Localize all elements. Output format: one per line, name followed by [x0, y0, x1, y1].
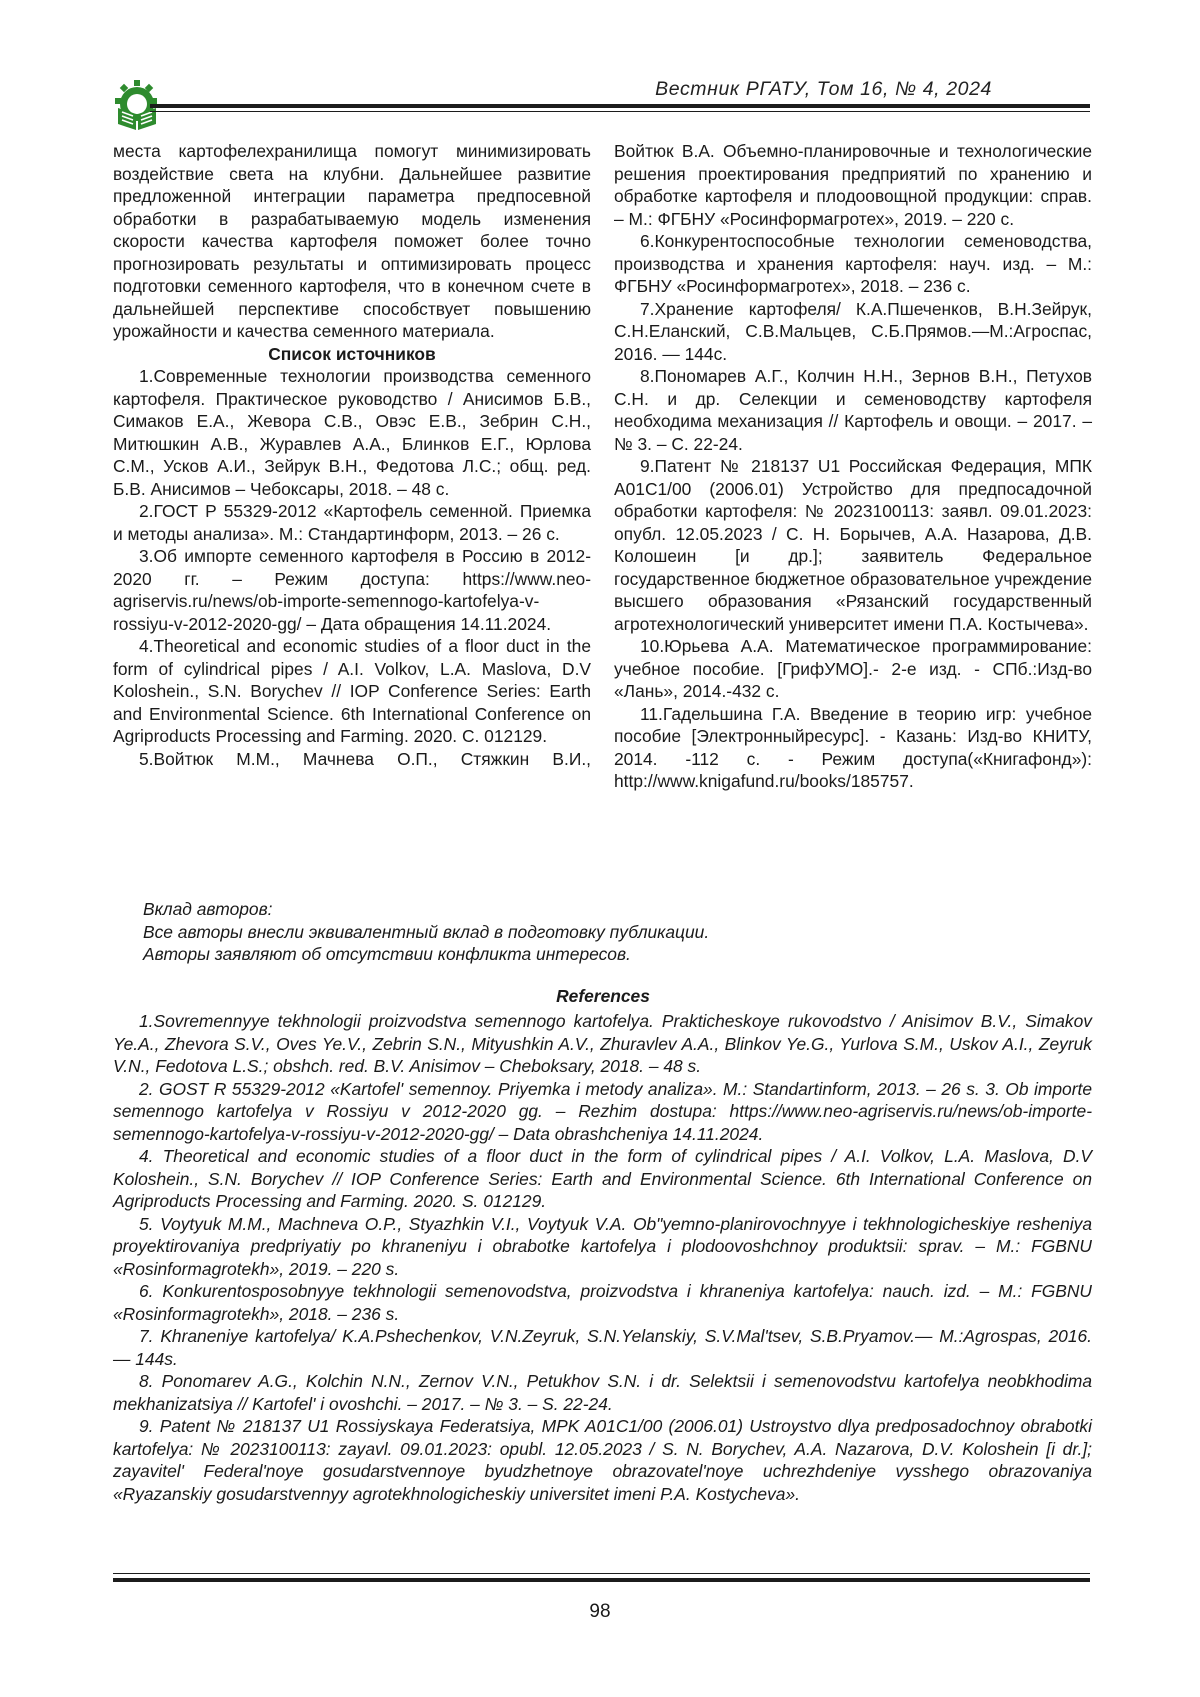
source-item-11: 11.Гадельшина Г.А. Введение в теорию игр: учебное пособие [Электронныйресурс]. - Казань: Изд-во КНИТУ, 2014. -112 с. - Режим доступа(«Книгафонд»): http://www.knigafund.ru/books/185757. [614, 703, 1092, 791]
source-item-9: 9.Патент № 218137 U1 Российская Федерация, МПК A01C1/00 (2006.01) Устройство для предпосадочной обработки картофеля: № 2023100113: заявл. 09.01.2023: опубл. 12.05.2023 / С. Н. Борычев, А.А. Назарова, Д.В. Колошеин [и др.]; заявитель Федеральное государственное бюджетное образовательное учреждение высшего образования «Рязанский государственный агротехнологический университет имени П.А. Костычева». [614, 456, 1092, 634]
source-item-6: 6.Конкурентоспособные технологии семеноводства, производства и хранения картофеля: науч. изд. – М.: ФГБНУ «Росинформагротех», 2018. – 236 с. [614, 231, 1092, 296]
footer-rule-thin [113, 1573, 1090, 1574]
right-column [614, 140, 1092, 793]
reference-item-2: 2. GOST R 55329-2012 «Kartofel' semennoy. Priyemka i metody analiza». M.: Standartinform, 2013. – 26 s. 3. Ob importe semennogo kartofelya v Rossiyu v 2012-2020 gg. – Rezhim dostupa: https://www.neo-agriservis.ru/news/ob-importe-semennogo-kartofelya-v-rossiyu-v-2012-2020-gg/ – Data obrashcheniya 14.11.2024. [113, 1078, 1092, 1144]
source-item-1: 1.Современные технологии производства семенного картофеля. Практическое руководство / Анисимов Б.В., Симаков Е.А., Жевора С.В., Овэс Е.В., Зебрин С.Н., Митюшкин А.В., Журавлев А.А., Блинков Е.Г., Юрлова С.М., Усков А.И., Зейрук В.Н., Федотова Л.С.; общ. ред. Б.В. Анисимов – Чебоксары, 2018. – 48 с. [113, 366, 591, 499]
reference-item-5: 5. Voytyuk M.M., Machneva O.P., Styazhkin V.I., Voytyuk V.A. Ob"yemno-planirovochnyye i tekhnologicheskiye resheniya proyektirovaniya predpriyatiy po khraneniyu i obrabotke kartofelya i plodoovoshchnoy produktsii: sprav. – M.: FGBNU «Rosinformagrotekh», 2019. – 220 s. [113, 1213, 1092, 1279]
author-contribution [143, 898, 1043, 966]
intro-paragraph: места картофелехранилища помогут минимизировать воздействие света на клубни. Дальнейшее развитие предложенной интеграции параметра предпосевной обработки в разрабатываемую модель изменения скорости качества картофеля поможет более точно прогнозировать результаты и оптимизировать процесс подготовки семенного картофеля, что в конечном счете в дальнейшей перспективе способствует повышению урожайности и качества семенного материала. [113, 141, 591, 341]
page-number: 98 [589, 1601, 611, 1622]
source-item-4: 4.Theoretical and economic studies of a floor duct in the form of cylindrical pipes / A.I. Volkov, L.A. Maslova, D.V Koloshein., S.N. Borychev // IOP Conference Series: Earth and Environmental Science. 6th International Conference on Agriproducts Processing and Farming. 2020. С. 012129. [113, 636, 591, 746]
left-column [113, 140, 591, 770]
source-item-3: 3.Об импорте семенного картофеля в Россию в 2012-2020 гг. – Режим доступа: https://www.neo-agriservis.ru/news/ob-importe-semennogo-kartofelya-v-rossiyu-v-2012-2020-gg/ – Дата обращения 14.11.2024. [113, 546, 591, 634]
source-item-2: 2.ГОСТ Р 55329-2012 «Картофель семенной. Приемка и методы анализа». М.: Стандартинформ, 2013. – 26 с. [113, 501, 591, 544]
reference-item-8: 8. Ponomarev A.G., Kolchin N.N., Zernov V.N., Petukhov S.N. i dr. Selektsii i semenovodstvu kartofelya neobkhodima mekhanizatsiya // Kartofel' i ovoshchi. – 2017. – № 3. – S. 22-24. [113, 1371, 1092, 1414]
reference-item-6: 6. Konkurentosposobnyye tekhnologii semenovodstva, proizvodstva i khraneniya kartofelya: nauch. izd. – M.: FGBNU «Rosinformagrotekh», 2018. – 236 s. [113, 1281, 1092, 1324]
source-item-7: 7.Хранение картофеля/ К.А.Пшеченков, В.Н.Зейрук, С.Н.Еланский, С.В.Мальцев, С.Б.Прямов.—М.:Агроспас, 2016. — 144с. [614, 298, 1092, 364]
source-item-8: 8.Пономарев А.Г., Колчин Н.Н., Зернов В.Н., Петухов С.Н. и др. Селекции и семеноводству картофеля необходима механизация // Картофель и овощи. – 2017. – № 3. – С. 22-24. [614, 366, 1092, 454]
reference-item-9: 9. Patent № 218137 U1 Rossiyskaya Federatsiya, MPK A01C1/00 (2006.01) Ustroystvo dlya predposadochnoy obrabotki kartofelya: № 2023100113: zayavl. 09.01.2023: opubl. 12.05.2023 / S. N. Borychev, A.A. Nazarova, D.V. Koloshein [i dr.]; zayavitel' Federal'noye gosudarstvennoye byudzhetnoye obrazovatel'noye uchrezhdeniye vysshego obrazovaniya «Ryazanskiy gosudarstvennyy agrotekhnologicheskiy universitet imeni P.A. Kostycheva». [113, 1416, 1092, 1504]
sources-heading: Список источников [268, 343, 436, 364]
journal-title: Вестник РГАТУ, Том 16, № 4, 2024 [655, 78, 992, 100]
header-rule-thin [150, 111, 1090, 112]
conflict-statement: Авторы заявляют об отсутствии конфликта интересов. [143, 944, 631, 964]
source-item-5-start: 5.Войтюк М.М., Мачнева О.П., Стяжкин В.И., [139, 748, 591, 769]
footer-rule [113, 1578, 1090, 1582]
contribution-line: Все авторы внесли эквивалентный вклад в подготовку публикации. [143, 921, 710, 942]
reference-item-4: 4. Theoretical and economic studies of a floor duct in the form of cylindrical pipes / A.I. Volkov, L.A. Maslova, D.V Koloshein., S.N. Borychev // IOP Conference Series: Earth and Environmental Science. 6th International Conference on Agriproducts Processing and Farming. 2020. S. 012129. [113, 1146, 1092, 1211]
contribution-title: Вклад авторов: [143, 899, 273, 919]
references-list [113, 1010, 1092, 1505]
references-heading: References [556, 986, 650, 1006]
source-item-10: 10.Юрьева А.А. Математическое программирование: учебное пособие. [ГрифУМО].- 2-е изд. - СПб.:Изд-во «Лань», 2014.-432 с. [614, 636, 1092, 701]
source-item-5-end: Войтюк В.А. Объемно-планировочные и технологические решения проектирования предприятий по хранению и обработке картофеля и плодоовощной продукции: справ. – М.: ФГБНУ «Росинформагротех», 2019. – 220 с. [614, 141, 1092, 229]
reference-item-1: 1.Sovremennyye tekhnologii proizvodstva semennogo kartofelya. Prakticheskoye rukovodstvo / Anisimov B.V., Simakov Ye.A., Zhevora S.V., Oves Ye.V., Zebrin S.N., Mityushkin A.V., Zhuravlev A.A., Blinkov Ye.G., Yurlova S.M., Uskov A.I., Zeyruk V.N., Fedotova L.S.; obshch. red. B.V. Anisimov – Cheboksary, 2018. – 48 s. [113, 1011, 1092, 1076]
reference-item-7: 7. Khraneniye kartofelya/ K.A.Pshechenkov, V.N.Zeyruk, S.N.Yelanskiy, S.V.Mal'tsev, S.B.Pryamov.— M.:Agrospas, 2016. — 144s. [113, 1326, 1092, 1369]
header-rule [150, 104, 1090, 108]
